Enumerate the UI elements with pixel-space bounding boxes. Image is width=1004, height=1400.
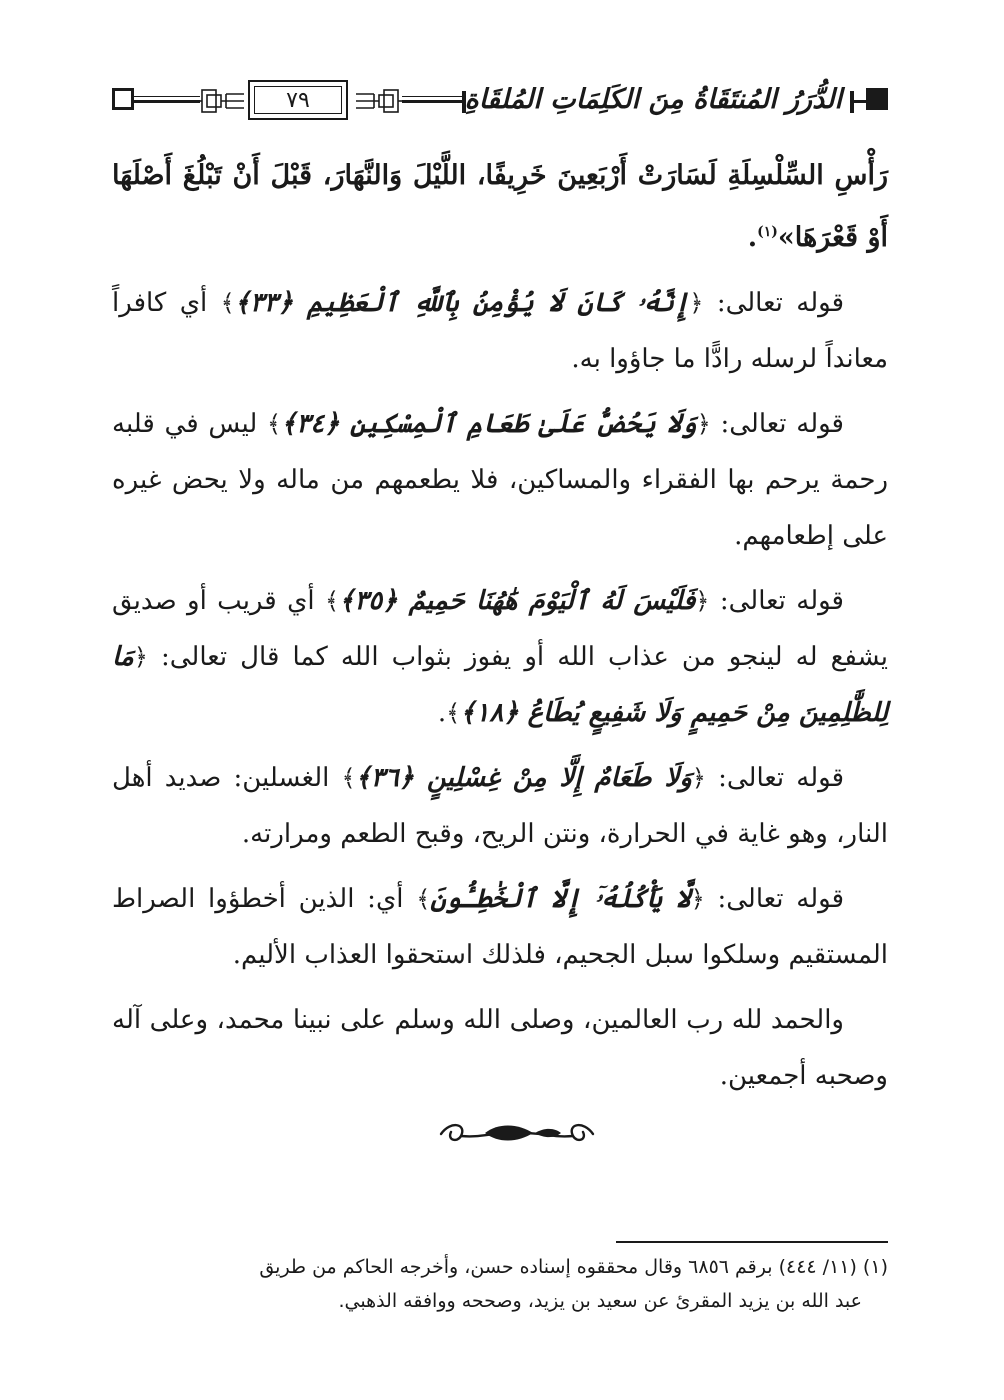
verse-explanation: أي: الذين أخطؤوا الصراط المستقيم وسلكوا سبل الجحيم، فلذلك استحقوا العذاب الأليم. [112, 884, 888, 970]
section-end-ornament [437, 1116, 597, 1150]
quran-bracket-close: ﴾ [416, 885, 431, 913]
quran-verse: إِنَّهُۥ كَانَ لَا يُؤْمِنُ بِٱللَّهِ ٱلْعَظِيمِ ﴿٣٣﴾ [234, 288, 690, 318]
quran-verse-cited: مَا لِلظَّٰلِمِينَ مِنْ حَمِيمٍ وَلَا شَفِيعٍ يُطَاعُ ﴿١٨﴾ [112, 642, 888, 728]
verse-explanation: ليس في قلبه رحمة يرحم بها الفقراء والمساكين، فلا يطعمهم من ماله ولا يحض غيره على إطعامهم. [112, 409, 888, 551]
quran-bracket-open: ﴿ [696, 410, 711, 438]
quran-bracket-open: ﴿ [695, 587, 710, 615]
quran-bracket-close: ﴾ [325, 587, 340, 615]
header-square-hollow [112, 88, 134, 110]
page-number-frame [198, 80, 402, 122]
verse-intro: قوله تعالى: [709, 586, 844, 616]
quran-verse: وَلَا طَعَامٌ إِلَّا مِنْ غِسْلِينٍ ﴿٣٦﴾ [355, 763, 692, 793]
header-rule-left-thin [134, 96, 200, 97]
page-number-box [248, 80, 348, 120]
quran-bracket-open: ﴿ [691, 764, 706, 792]
quran-verse: فَلَيْسَ لَهُ ٱلْيَوْمَ هَٰهُنَا حَمِيمٌ ﴿٣٥﴾ [339, 586, 696, 616]
running-header [112, 78, 888, 126]
running-title: الدُّرَرُ المُنتَقَاةُ مِنَ الكَلِمَاتِ المُلقَاةِ [482, 78, 842, 122]
page-number: ٧٩ [286, 87, 310, 113]
quran-bracket-open: ﴿ [690, 885, 705, 913]
quran-verse: لَّا يَأْكُلُهُۥٓ إِلَّا ٱلْخَٰطِـُٔونَ [430, 884, 691, 914]
header-rule-left [134, 100, 200, 103]
footnote [112, 1250, 888, 1318]
footnote-line-2: عبد الله بن يزيد المقرئ عن سعيد بن يزيد، وصححه ووافقه الذهبي. [338, 1290, 862, 1312]
hadith-continuation [112, 148, 888, 266]
commentary-verse-36 [112, 750, 888, 862]
header-square-solid [866, 88, 888, 110]
closing-text: والحمد لله رب العالمين، وصلى الله وسلم على نبينا محمد، وعلى آله وصحبه أجمعين. [112, 1005, 888, 1091]
knot-ornament-left [198, 86, 244, 116]
footnote-line-1: (١) (١١/ ٤٤٤) برقم ٦٨٥٦ وقال محققوه إسناده حسن، وأخرجه الحاكم من طريق [259, 1256, 888, 1278]
verse-intro: قوله تعالى: [704, 884, 845, 914]
footnote-separator [616, 1241, 888, 1243]
verse-explanation: أي قريب أو صديق يشفع له لينجو من عذاب الله أو يفوز بثواب الله كما قال تعالى: [112, 586, 888, 672]
main-text [112, 148, 888, 1113]
commentary-verse-35 [112, 573, 888, 741]
verse-explanation: أي كافراً معانداً لرسله رادًّا ما جاؤوا به. [112, 288, 888, 374]
quran-bracket-close: ﴾ [341, 764, 356, 792]
commentary-verse-37 [112, 871, 888, 983]
verse-intro: قوله تعالى: [710, 409, 844, 439]
commentary-verse-33 [112, 275, 888, 387]
quran-verse: وَلَا يَحُضُّ عَلَىٰ طَعَامِ ٱلْمِسْكِينِ ﴿٣٤﴾ [281, 409, 697, 439]
hadith-text: رَأْسِ السِّلْسِلَةِ لَسَارَتْ أَرْبَعِينَ خَرِيفًا، اللَّيْلَ وَالنَّهَارَ، قَبْلَ أَنْ تَبْلُغَ أَصْلَهَا أَوْ قَعْرَهَا» [112, 160, 888, 253]
header-rule-middle-thin [402, 96, 462, 97]
quran-bracket-open: ﴿ [133, 643, 148, 671]
commentary-verse-34 [112, 396, 888, 564]
header-rule-middle [402, 100, 462, 103]
period: . [437, 698, 447, 728]
verse-intro: قوله تعالى: [703, 288, 844, 318]
quran-bracket-close: ﴾ [267, 410, 282, 438]
quran-bracket-open: ﴿ [689, 289, 704, 317]
quran-bracket-close: ﴾ [446, 699, 461, 727]
closing-doxology [112, 992, 888, 1104]
knot-ornament-right [356, 86, 402, 116]
verse-explanation: الغسلين: صديد أهل النار، وهو غاية في الحرارة، ونتن الريح، وقبح الطعم ومرارته. [112, 763, 888, 849]
hadith-end: . [747, 222, 758, 253]
verse-intro: قوله تعالى: [705, 763, 844, 793]
quran-bracket-close: ﴾ [220, 289, 235, 317]
footnote-ref[interactable]: (١) [757, 224, 778, 240]
